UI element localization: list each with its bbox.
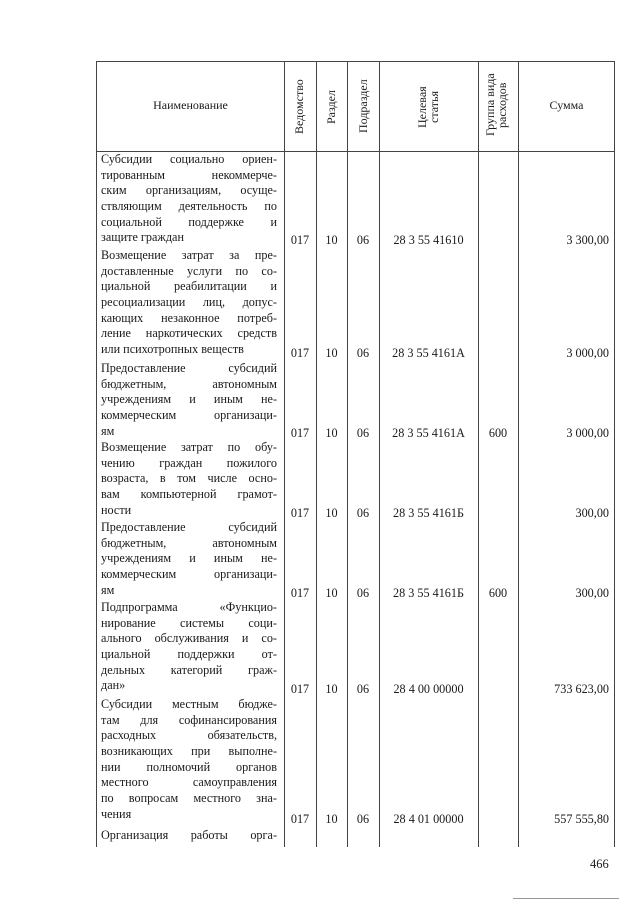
row-vedomstvo: 017 xyxy=(290,812,310,826)
row-celevaya: 28 3 55 41610 xyxy=(393,233,464,247)
row-name-line: доставленные услуги по со- xyxy=(101,263,277,278)
column-divider xyxy=(518,61,519,847)
row-razdel: 10 xyxy=(325,233,338,247)
row-name-line: вам компьютерной грамот- xyxy=(101,487,277,502)
row-name-line: тированным некоммерче- xyxy=(101,167,277,182)
header-gruppa: Группа вида расходов xyxy=(483,73,509,137)
row-name-line: ям xyxy=(101,423,115,438)
row-celevaya: 28 4 00 00000 xyxy=(393,682,464,696)
row-name-line: Возмещение затрат за пре- xyxy=(101,248,277,262)
header-razdel: Раздел xyxy=(324,90,338,124)
column-divider xyxy=(284,61,285,847)
row-razdel: 10 xyxy=(325,426,338,440)
row-name-line: коммерческим организаци- xyxy=(101,567,277,582)
row-podrazdel: 06 xyxy=(356,506,370,520)
table-left-border xyxy=(96,61,97,847)
row-podrazdel: 06 xyxy=(356,586,370,600)
row-name-line: Организация работы орга- xyxy=(101,828,277,842)
row-podrazdel: 06 xyxy=(356,426,370,440)
row-podrazdel: 06 xyxy=(356,233,370,247)
row-summa: 3 000,00 xyxy=(566,346,609,360)
row-name-line: расходных обязательств, xyxy=(101,728,277,743)
row-summa: 3 300,00 xyxy=(566,233,609,247)
column-divider xyxy=(316,61,317,847)
row-name-line: учреждениям и иным не- xyxy=(101,551,277,566)
row-name-line: чению граждан пожилого xyxy=(101,455,277,470)
row-razdel: 10 xyxy=(325,682,338,696)
header-name: Наименование xyxy=(153,98,228,112)
header-summa: Сумма xyxy=(549,98,584,112)
row-summa: 733 623,00 xyxy=(554,682,609,696)
row-podrazdel: 06 xyxy=(356,812,370,826)
header-vedomstvo: Ведомство xyxy=(292,79,306,135)
row-celevaya: 28 3 55 4161А xyxy=(392,346,465,360)
row-name-line: бюджетным, автономным xyxy=(101,535,277,550)
row-name-line: ление наркотических средств xyxy=(101,326,277,341)
row-name-line: коммерческим организаци- xyxy=(101,408,277,423)
row-name-line: Предоставление субсидий xyxy=(101,520,277,534)
row-name-cell xyxy=(101,152,277,246)
row-vedomstvo: 017 xyxy=(290,426,310,440)
row-vedomstvo: 017 xyxy=(290,682,310,696)
row-name-line: местного самоуправления xyxy=(101,775,277,790)
row-name-line: Субсидии местным бюдже- xyxy=(101,697,277,711)
row-razdel: 10 xyxy=(325,812,338,826)
row-summa: 3 000,00 xyxy=(566,426,609,440)
footer-rule xyxy=(513,898,619,899)
row-name-cell xyxy=(101,600,277,694)
header-celevaya: Целевая статья xyxy=(415,86,441,128)
row-name-line: учреждениям и иным не- xyxy=(101,392,277,407)
row-celevaya: 28 3 55 4161А xyxy=(392,426,465,440)
row-name-line: по вопросам местного зна- xyxy=(101,791,277,806)
row-name-line: циальной поддержки от- xyxy=(101,647,277,662)
row-name-cell xyxy=(101,248,277,358)
row-name-cell xyxy=(101,440,277,518)
row-vedomstvo: 017 xyxy=(290,346,310,360)
row-name-line: дельных категорий граж- xyxy=(101,662,277,677)
row-name-cell xyxy=(101,361,277,439)
row-name-line: Предоставление субсидий xyxy=(101,361,277,375)
header-podrazdel: Подраздел xyxy=(356,79,370,133)
row-podrazdel: 06 xyxy=(356,346,370,360)
row-name-line: нирование системы соци- xyxy=(101,615,277,630)
row-summa: 300,00 xyxy=(575,586,609,600)
row-razdel: 10 xyxy=(325,346,338,360)
row-vedomstvo: 017 xyxy=(290,506,310,520)
table-top-border xyxy=(96,61,615,62)
row-name-line: Возмещение затрат по обу- xyxy=(101,440,277,454)
row-name-line: ям xyxy=(101,582,115,597)
row-gruppa: 600 xyxy=(488,426,508,440)
row-name-line: циальной реабилитации и xyxy=(101,279,277,294)
row-name-line: кающих незаконное потреб- xyxy=(101,310,277,325)
row-vedomstvo: 017 xyxy=(290,233,310,247)
row-name-cell xyxy=(101,828,277,844)
row-podrazdel: 06 xyxy=(356,682,370,696)
row-name-line: возникающих при выполне- xyxy=(101,744,277,759)
row-razdel: 10 xyxy=(325,506,338,520)
column-divider xyxy=(478,61,479,847)
row-summa: 557 555,80 xyxy=(554,812,609,826)
row-name-line: или психотропных веществ xyxy=(101,342,244,357)
row-name-line: ности xyxy=(101,502,132,517)
row-name-line: возраста, в том числе осно- xyxy=(101,471,277,486)
column-divider xyxy=(379,61,380,847)
row-name-line: ским организациям, осуще- xyxy=(101,183,277,198)
row-vedomstvo: 017 xyxy=(290,586,310,600)
row-name-line: бюджетным, автономным xyxy=(101,376,277,391)
row-gruppa: 600 xyxy=(488,586,508,600)
row-name-line: защите граждан xyxy=(101,230,184,245)
row-celevaya: 28 3 55 4161Б xyxy=(393,506,464,520)
column-divider xyxy=(347,61,348,847)
row-name-line: ствляющим деятельность по xyxy=(101,199,277,214)
page-number: 466 xyxy=(590,857,609,871)
row-celevaya: 28 4 01 00000 xyxy=(393,812,464,826)
row-name-line: ресоциализации лиц, допус- xyxy=(101,295,277,310)
row-name-line: дан» xyxy=(101,678,126,693)
row-name-line: Подпрограмма «Функцио- xyxy=(101,600,277,614)
row-name-cell xyxy=(101,520,277,598)
row-name-line: социальной поддержке и xyxy=(101,214,277,229)
row-name-line: нии полномочий органов xyxy=(101,759,277,774)
row-name-cell xyxy=(101,697,277,823)
row-name-line: там для софинансирования xyxy=(101,712,277,727)
table-right-border xyxy=(614,61,615,847)
row-razdel: 10 xyxy=(325,586,338,600)
row-name-line: Субсидии социально ориен- xyxy=(101,152,277,166)
row-celevaya: 28 3 55 4161Б xyxy=(393,586,464,600)
row-summa: 300,00 xyxy=(575,506,609,520)
row-name-line: ального обслуживания и со- xyxy=(101,631,277,646)
row-name-line: чения xyxy=(101,806,132,821)
